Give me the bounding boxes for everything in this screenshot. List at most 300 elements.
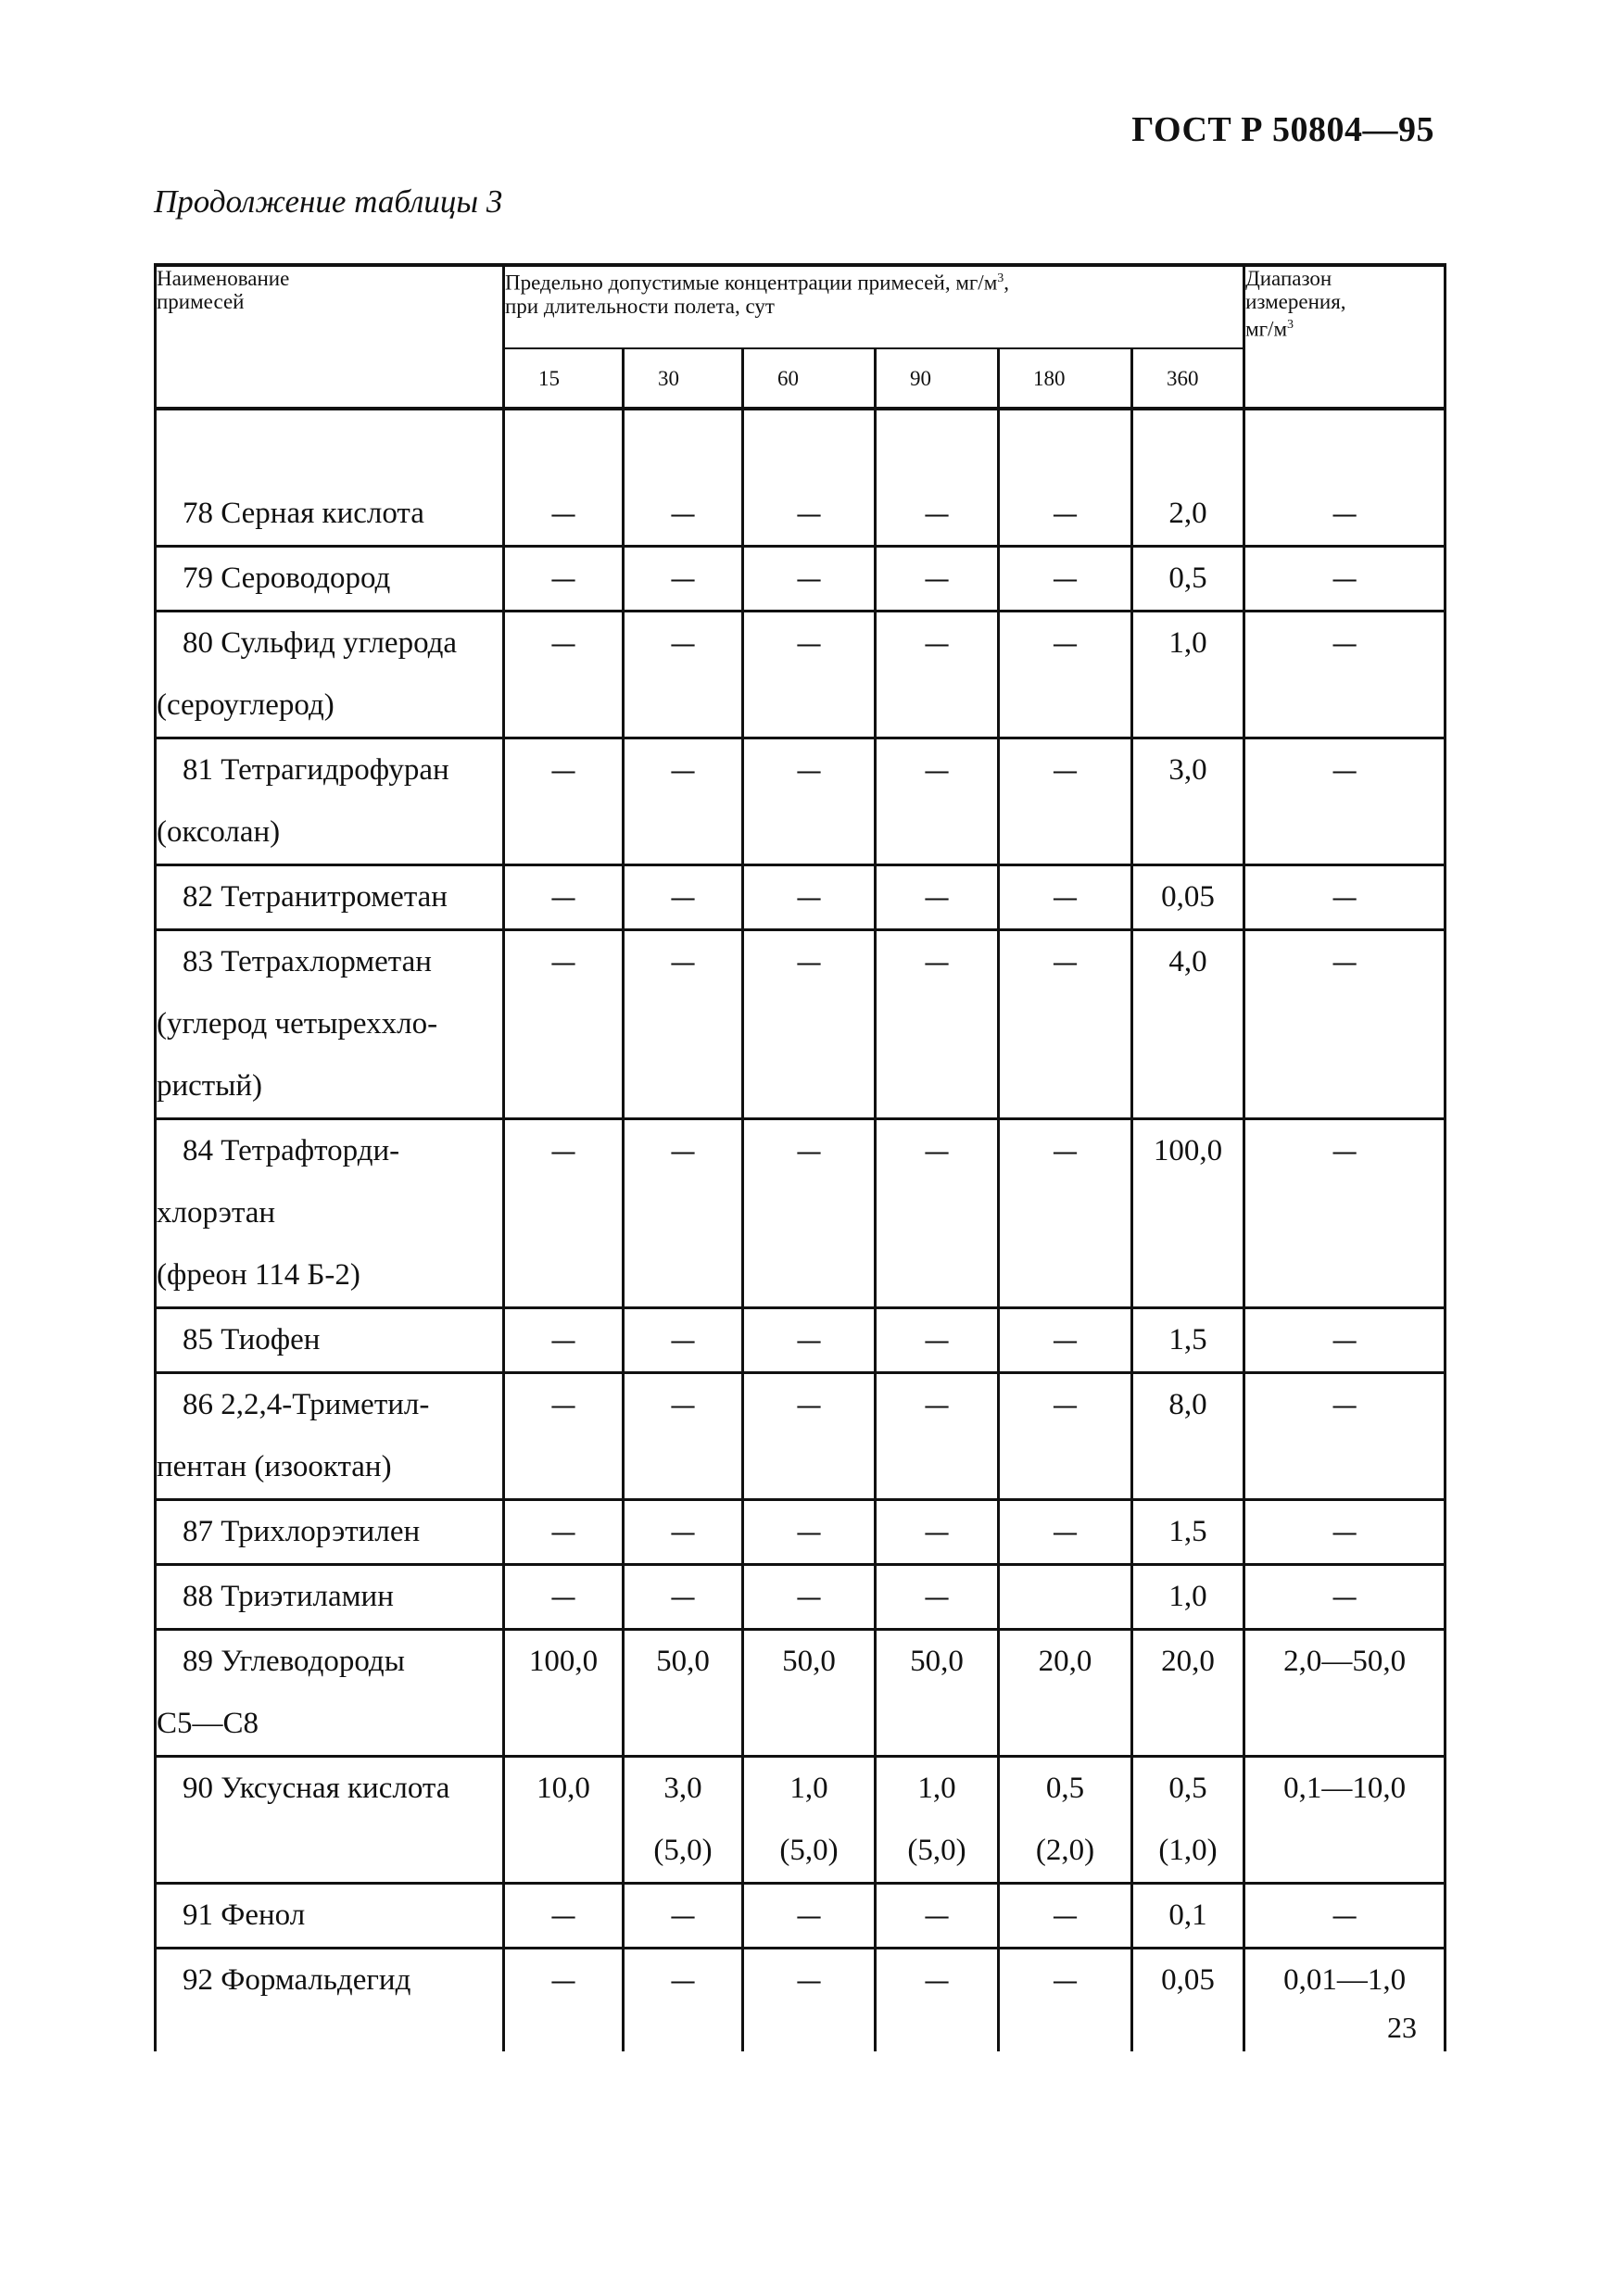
table-row	[156, 547, 1446, 612]
concentration-value: 3,0	[1168, 753, 1207, 787]
impurity-name: Серная кислота	[221, 497, 424, 530]
concentration-15	[504, 1757, 624, 1884]
concentration-90	[876, 865, 999, 930]
header-name	[156, 265, 504, 409]
concentration-180	[999, 1500, 1132, 1565]
range-value: —	[1332, 1900, 1358, 1931]
concentration-value: —	[670, 1900, 696, 1931]
measurement-range	[1244, 1119, 1446, 1308]
concentration-value: —	[796, 628, 822, 659]
concentration-value: —	[1052, 1136, 1079, 1167]
concentration-60	[743, 1500, 876, 1565]
header-range-line1: Диапазон	[1245, 267, 1332, 290]
concentration-value: —	[924, 755, 950, 786]
concentration-value: —	[796, 947, 822, 978]
impurity-name: Фенол	[221, 1899, 306, 1932]
concentration-value: —	[670, 1325, 696, 1356]
measurement-range	[1244, 1884, 1446, 1949]
concentration-360	[1132, 930, 1244, 1119]
concentration-30	[624, 930, 743, 1119]
concentration-360	[1132, 1949, 1244, 2052]
concentration-90	[876, 930, 999, 1119]
concentration-value: 0,1	[1168, 1899, 1207, 1932]
range-value: —	[1332, 1136, 1358, 1167]
concentration-value: —	[796, 1390, 822, 1420]
concentration-value: —	[924, 498, 950, 529]
duration-15: 15	[504, 348, 624, 409]
impurity-name-cell	[156, 1119, 504, 1308]
impurity-name-cell	[156, 1565, 504, 1630]
concentration-90	[876, 1500, 999, 1565]
concentration-value: —	[796, 1965, 822, 1996]
table-row	[156, 1373, 1446, 1500]
concentration-180	[999, 930, 1132, 1119]
impurity-number: 80	[183, 626, 213, 660]
concentration-30	[624, 483, 743, 547]
duration-30: 30	[624, 348, 743, 409]
concentration-15	[504, 612, 624, 738]
concentration-180	[999, 1630, 1132, 1757]
impurity-table	[154, 263, 1446, 2051]
superscript: 3	[1287, 318, 1294, 332]
concentration-value: —	[670, 1965, 696, 1996]
concentration-90	[876, 1308, 999, 1373]
measurement-range	[1244, 1630, 1446, 1757]
concentration-value: —	[796, 882, 822, 913]
concentration-value: —	[1052, 947, 1079, 978]
concentration-15	[504, 930, 624, 1119]
concentration-360	[1132, 1500, 1244, 1565]
concentration-15	[504, 1308, 624, 1373]
impurity-number: 86	[183, 1388, 213, 1421]
concentration-value: —	[924, 882, 950, 913]
measurement-range	[1244, 547, 1446, 612]
concentration-value-alt: (5,0)	[779, 1834, 839, 1867]
concentration-180	[999, 1757, 1132, 1884]
duration-90: 90	[876, 348, 999, 409]
concentration-15	[504, 1884, 624, 1949]
range-value: —	[1332, 1517, 1358, 1547]
concentration-180	[999, 1565, 1132, 1630]
concentration-value: 1,0	[1168, 626, 1207, 660]
measurement-range	[1244, 1308, 1446, 1373]
concentration-60	[743, 1949, 876, 2052]
concentration-value: 50,0	[656, 1645, 710, 1678]
concentration-360	[1132, 1119, 1244, 1308]
concentration-90	[876, 547, 999, 612]
impurity-name: Углеводороды	[221, 1645, 405, 1678]
concentration-360	[1132, 1565, 1244, 1630]
concentration-360	[1132, 738, 1244, 865]
concentration-60	[743, 547, 876, 612]
table-row	[156, 865, 1446, 930]
concentration-15	[504, 1373, 624, 1500]
impurity-name-continued: (оксолан)	[157, 815, 281, 849]
concentration-value: —	[1052, 755, 1079, 786]
concentration-90	[876, 1884, 999, 1949]
concentration-value: —	[550, 1900, 576, 1931]
concentration-value: —	[796, 755, 822, 786]
concentration-value: —	[550, 1582, 576, 1612]
concentration-90	[876, 612, 999, 738]
range-value: 0,01—1,0	[1283, 1963, 1407, 1997]
range-value: —	[1332, 628, 1358, 659]
concentration-value: 20,0	[1038, 1645, 1092, 1678]
concentration-value: —	[670, 628, 696, 659]
impurity-name-continued: (фреон 114 Б-2)	[157, 1258, 360, 1292]
spacer-row	[156, 409, 1446, 483]
concentration-180	[999, 1949, 1132, 2052]
concentration-value: —	[670, 1136, 696, 1167]
measurement-range	[1244, 930, 1446, 1119]
concentration-value: —	[796, 498, 822, 529]
impurity-name-cell	[156, 547, 504, 612]
concentration-360	[1132, 1630, 1244, 1757]
concentration-value: —	[550, 628, 576, 659]
impurity-number: 83	[183, 945, 213, 978]
concentration-value: 2,0	[1168, 497, 1207, 530]
range-value: —	[1332, 1325, 1358, 1356]
concentration-value: —	[670, 755, 696, 786]
concentration-value: 50,0	[910, 1645, 964, 1678]
measurement-range	[1244, 1373, 1446, 1500]
concentration-60	[743, 1757, 876, 1884]
header-concentration-line1: Предельно допустимые концентрации примесей, мг/м	[505, 271, 998, 295]
concentration-60	[743, 612, 876, 738]
concentration-30	[624, 612, 743, 738]
concentration-value: —	[796, 1582, 822, 1612]
duration-180: 180	[999, 348, 1132, 409]
concentration-value: —	[1052, 882, 1079, 913]
concentration-value: —	[1052, 563, 1079, 594]
concentration-90	[876, 483, 999, 547]
impurity-name: Формальдегид	[221, 1963, 411, 1997]
impurity-number: 78	[183, 497, 213, 530]
concentration-30	[624, 1757, 743, 1884]
table-row	[156, 1884, 1446, 1949]
concentration-60	[743, 483, 876, 547]
table-row	[156, 1308, 1446, 1373]
concentration-90	[876, 738, 999, 865]
concentration-15	[504, 865, 624, 930]
concentration-value: 10,0	[537, 1772, 590, 1805]
concentration-value: —	[670, 1517, 696, 1547]
concentration-value: —	[550, 882, 576, 913]
impurity-name-continued: (сероуглерод)	[157, 688, 335, 722]
header-concentration-line2: при длительности полета, сут	[505, 294, 775, 318]
concentration-value: —	[924, 628, 950, 659]
concentration-value: —	[1052, 1517, 1079, 1547]
concentration-90	[876, 1373, 999, 1500]
duration-360: 360	[1132, 348, 1244, 409]
concentration-value-alt: (5,0)	[907, 1834, 966, 1867]
concentration-value: —	[550, 498, 576, 529]
concentration-15	[504, 547, 624, 612]
range-value: —	[1332, 882, 1358, 913]
impurity-name-cell	[156, 1884, 504, 1949]
concentration-value: —	[1052, 1390, 1079, 1420]
concentration-90	[876, 1949, 999, 2052]
impurity-name-continued: С5—С8	[157, 1707, 259, 1740]
concentration-15	[504, 1500, 624, 1565]
range-value: —	[1332, 1582, 1358, 1612]
concentration-180	[999, 865, 1132, 930]
concentration-180	[999, 612, 1132, 738]
concentration-value: 0,05	[1161, 880, 1215, 914]
impurity-name: Тетрахлорметан	[221, 945, 432, 978]
concentration-value: —	[550, 1136, 576, 1167]
concentration-value: —	[796, 1517, 822, 1547]
impurity-name-cell	[156, 930, 504, 1119]
concentration-value: —	[670, 498, 696, 529]
concentration-value: —	[796, 1136, 822, 1167]
concentration-30	[624, 738, 743, 865]
range-value: —	[1332, 947, 1358, 978]
concentration-value: 4,0	[1168, 945, 1207, 978]
impurity-name-cell	[156, 1500, 504, 1565]
table-caption: Продолжение таблицы 3	[154, 183, 503, 220]
impurity-number: 84	[183, 1134, 213, 1167]
concentration-value: —	[670, 947, 696, 978]
concentration-360	[1132, 1884, 1244, 1949]
concentration-60	[743, 1119, 876, 1308]
impurity-number: 91	[183, 1899, 213, 1932]
range-value: —	[1332, 1390, 1358, 1420]
header-name-text: Наименование примесей	[157, 267, 290, 313]
concentration-value: 0,05	[1161, 1963, 1215, 1997]
impurity-name: Тиофен	[221, 1323, 321, 1356]
impurity-name: Триэтиламин	[221, 1580, 394, 1613]
concentration-value: 0,5	[1168, 1772, 1207, 1805]
measurement-range	[1244, 612, 1446, 738]
concentration-180	[999, 738, 1132, 865]
concentration-value: —	[550, 563, 576, 594]
impurity-name-cell	[156, 1757, 504, 1884]
header-concentration: Предельно допустимые концентрации примесей, $мг/м^3$, при длительности полета, сут	[504, 265, 1244, 348]
concentration-30	[624, 1500, 743, 1565]
concentration-value: 8,0	[1168, 1388, 1207, 1421]
concentration-15	[504, 483, 624, 547]
impurity-name: Сероводород	[221, 561, 391, 595]
concentration-value: 1,5	[1168, 1323, 1207, 1356]
impurity-name-cell	[156, 612, 504, 738]
duration-60: 60	[743, 348, 876, 409]
concentration-360	[1132, 483, 1244, 547]
superscript: 3	[997, 271, 1004, 285]
concentration-value: 100,0	[528, 1645, 599, 1678]
measurement-range	[1244, 1565, 1446, 1630]
table-row	[156, 1630, 1446, 1757]
impurity-number: 92	[183, 1963, 213, 1997]
concentration-value-alt: (2,0)	[1035, 1834, 1095, 1867]
measurement-range	[1244, 483, 1446, 547]
concentration-value: —	[924, 1325, 950, 1356]
concentration-60	[743, 930, 876, 1119]
impurity-name: Тетранитрометан	[221, 880, 448, 914]
concentration-30	[624, 1949, 743, 2052]
concentration-value: 1,0	[917, 1772, 956, 1805]
range-value: 2,0—50,0	[1283, 1645, 1407, 1678]
measurement-range	[1244, 865, 1446, 930]
concentration-value: —	[1052, 498, 1079, 529]
concentration-value: 1,0	[789, 1772, 828, 1805]
concentration-60	[743, 1373, 876, 1500]
concentration-360	[1132, 865, 1244, 930]
impurity-name-cell	[156, 1949, 504, 2052]
concentration-value: —	[670, 563, 696, 594]
concentration-value: 3,0	[663, 1772, 702, 1805]
table-row	[156, 1119, 1446, 1308]
document-id: ГОСТ Р 50804—95	[1131, 110, 1434, 149]
concentration-value: —	[924, 1965, 950, 1996]
concentration-30	[624, 1884, 743, 1949]
concentration-value: —	[550, 1517, 576, 1547]
concentration-value: —	[550, 755, 576, 786]
range-value: —	[1332, 498, 1358, 529]
concentration-60	[743, 1630, 876, 1757]
impurity-number: 79	[183, 561, 213, 595]
concentration-360	[1132, 1308, 1244, 1373]
table-row	[156, 1565, 1446, 1630]
concentration-180	[999, 1308, 1132, 1373]
concentration-30	[624, 547, 743, 612]
impurity-number: 90	[183, 1772, 213, 1805]
concentration-value: —	[550, 1965, 576, 1996]
measurement-range	[1244, 1757, 1446, 1884]
concentration-value: 1,0	[1168, 1580, 1207, 1613]
header-range-line2: измерения,	[1245, 290, 1346, 313]
impurity-name-continued: (углерод четыреххло-	[157, 1007, 438, 1041]
concentration-value-alt: (1,0)	[1158, 1834, 1218, 1867]
concentration-value: 0,5	[1045, 1772, 1085, 1805]
concentration-value: —	[550, 1390, 576, 1420]
range-value: 0,1—10,0	[1283, 1772, 1407, 1805]
concentration-60	[743, 1884, 876, 1949]
concentration-value: —	[924, 1900, 950, 1931]
concentration-360	[1132, 612, 1244, 738]
concentration-value: 1,5	[1168, 1515, 1207, 1548]
concentration-value: —	[550, 1325, 576, 1356]
impurity-number: 81	[183, 753, 213, 787]
table-row	[156, 483, 1446, 547]
concentration-180	[999, 547, 1132, 612]
concentration-value: —	[1052, 1900, 1079, 1931]
range-value: —	[1332, 755, 1358, 786]
concentration-60	[743, 1308, 876, 1373]
measurement-range	[1244, 1500, 1446, 1565]
table-row	[156, 738, 1446, 865]
table-row	[156, 1757, 1446, 1884]
impurity-name-continued: ристый)	[157, 1069, 263, 1103]
concentration-15	[504, 1119, 624, 1308]
concentration-value: —	[1052, 628, 1079, 659]
impurity-name: Уксусная кислота	[221, 1772, 450, 1805]
concentration-value: 100,0	[1153, 1134, 1223, 1167]
concentration-360	[1132, 1757, 1244, 1884]
concentration-90	[876, 1630, 999, 1757]
impurity-number: 82	[183, 880, 213, 914]
concentration-30	[624, 1565, 743, 1630]
concentration-30	[624, 1119, 743, 1308]
concentration-60	[743, 1565, 876, 1630]
concentration-360	[1132, 1373, 1244, 1500]
concentration-value: —	[1052, 1965, 1079, 1996]
impurity-name: Тетрагидрофуран	[221, 753, 449, 787]
table-row	[156, 1949, 1446, 2052]
impurity-name: 2,2,4-Триметил-	[221, 1388, 430, 1421]
impurity-name-cell	[156, 1373, 504, 1500]
table-row	[156, 1500, 1446, 1565]
concentration-180	[999, 1119, 1132, 1308]
impurity-name: Трихлорэтилен	[221, 1515, 421, 1548]
concentration-value: 0,5	[1168, 561, 1207, 595]
impurity-name-cell	[156, 738, 504, 865]
impurity-name-cell	[156, 865, 504, 930]
header-range-line3: мг/м	[1245, 317, 1287, 341]
impurity-number: 88	[183, 1580, 213, 1613]
impurity-name-cell	[156, 483, 504, 547]
impurity-number: 87	[183, 1515, 213, 1548]
concentration-value: —	[550, 947, 576, 978]
impurity-name: Сульфид углерода	[221, 626, 458, 660]
page-number: 23	[1387, 2011, 1417, 2044]
impurity-name-continued: хлорэтан	[157, 1196, 276, 1230]
impurity-name: Тетрафторди-	[221, 1134, 400, 1167]
impurity-name-continued: пентан (изооктан)	[157, 1450, 392, 1483]
concentration-value: —	[924, 563, 950, 594]
concentration-value: —	[670, 1390, 696, 1420]
concentration-30	[624, 1373, 743, 1500]
concentration-value: —	[670, 1582, 696, 1612]
concentration-60	[743, 865, 876, 930]
header-range	[1244, 265, 1446, 409]
concentration-15	[504, 738, 624, 865]
concentration-15	[504, 1565, 624, 1630]
concentration-value: —	[670, 882, 696, 913]
concentration-value: —	[924, 947, 950, 978]
concentration-value: 50,0	[782, 1645, 836, 1678]
concentration-value: —	[796, 1325, 822, 1356]
concentration-90	[876, 1565, 999, 1630]
concentration-180	[999, 1884, 1132, 1949]
concentration-15	[504, 1630, 624, 1757]
impurity-name-cell	[156, 1308, 504, 1373]
concentration-value: —	[924, 1136, 950, 1167]
concentration-30	[624, 865, 743, 930]
measurement-range	[1244, 738, 1446, 865]
concentration-value: —	[924, 1390, 950, 1420]
concentration-value-alt: (5,0)	[653, 1834, 713, 1867]
concentration-180	[999, 483, 1132, 547]
concentration-90	[876, 1757, 999, 1884]
impurity-number: 89	[183, 1645, 213, 1678]
concentration-90	[876, 1119, 999, 1308]
concentration-30	[624, 1308, 743, 1373]
concentration-value: —	[924, 1517, 950, 1547]
impurity-name-cell	[156, 1630, 504, 1757]
concentration-value: —	[1052, 1325, 1079, 1356]
concentration-value: —	[924, 1582, 950, 1612]
table-row	[156, 930, 1446, 1119]
concentration-360	[1132, 547, 1244, 612]
concentration-value: —	[796, 563, 822, 594]
impurity-number: 85	[183, 1323, 213, 1356]
concentration-15	[504, 1949, 624, 2052]
concentration-180	[999, 1373, 1132, 1500]
table-row	[156, 612, 1446, 738]
concentration-60	[743, 738, 876, 865]
concentration-30	[624, 1630, 743, 1757]
